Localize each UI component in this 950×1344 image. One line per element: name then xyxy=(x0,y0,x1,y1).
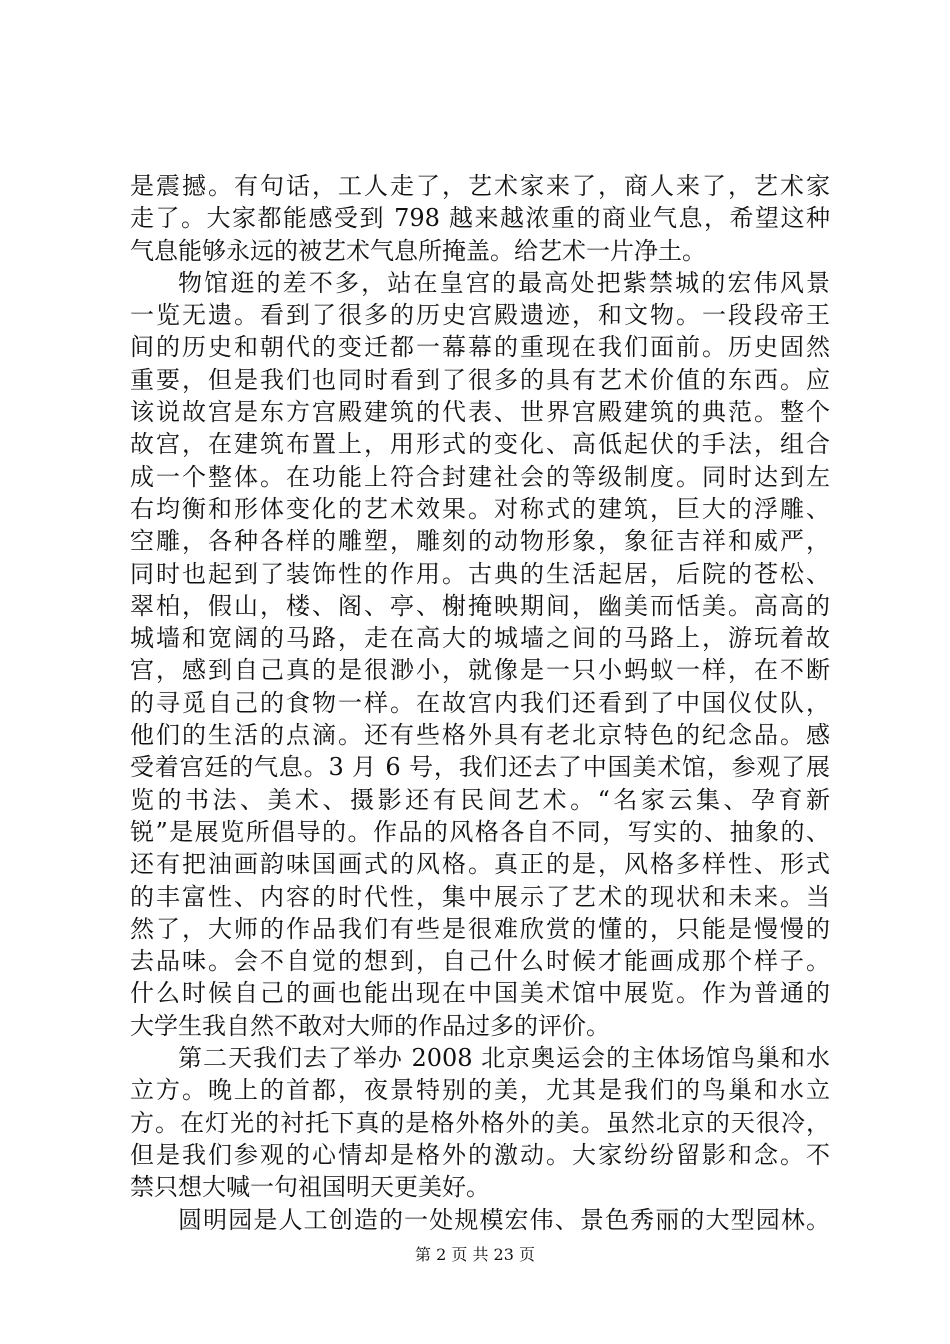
text-line: 受着宫廷的气息。3 月 6 号，我们还去了中国美术馆，参观了展 xyxy=(130,753,830,782)
text-line: 间的历史和朝代的变迁都一幕幕的重现在我们面前。历史固然 xyxy=(130,333,830,362)
text-line: 方。在灯光的衬托下真的是格外格外的美。虽然北京的天很冷， xyxy=(130,1108,830,1137)
text-line: 还有把油画韵味国画式的风格。真正的是，风格多样性、形式 xyxy=(130,850,830,879)
text-line: 第二天我们去了举办 2008 北京奥运会的主体场馆鸟巢和水 xyxy=(178,1044,830,1073)
text-line: 物馆逛的差不多，站在皇宫的最高处把紫禁城的宏伟风景 xyxy=(178,268,830,297)
text-line: 空雕，各种各样的雕塑，雕刻的动物形象，象征吉祥和威严， xyxy=(130,527,830,556)
text-line: 是震撼。有句话，工人走了，艺术家来了，商人来了，艺术家 xyxy=(130,172,830,200)
text-line: 览的书法、美术、摄影还有民间艺术。“名家云集、孕育新 xyxy=(130,785,830,814)
text-line: 走了。大家都能感受到 798 越来越浓重的商业气息，希望这种 xyxy=(130,204,830,233)
text-line: 他们的生活的点滴。还有些格外具有老北京特色的纪念品。感 xyxy=(130,721,830,750)
text-line: 城墙和宽阔的马路，走在高大的城墙之间的马路上，游玩着故 xyxy=(130,624,830,653)
text-line: 故宫，在建筑布置上，用形式的变化、高低起伏的手法，组合 xyxy=(130,430,830,459)
text-line: 圆明园是人工创造的一处规模宏伟、景色秀丽的大型园林。 xyxy=(178,1205,830,1234)
text-line: 宫，感到自己真的是很渺小，就像是一只小蚂蚁一样，在不断 xyxy=(130,656,830,685)
text-line: 气息能够永远的被艺术气息所掩盖。给艺术一片净土。 xyxy=(130,236,706,265)
text-line: 的丰富性、内容的时代性，集中展示了艺术的现状和未来。当 xyxy=(130,882,830,911)
text-line: 禁只想大喊一句祖国明天更美好。 xyxy=(130,1173,490,1202)
body-text xyxy=(130,170,830,1236)
text-line: 然了，大师的作品我们有些是很难欣赏的懂的，只能是慢慢的 xyxy=(130,914,830,943)
text-line: 该说故宫是东方宫殿建筑的代表、世界宫殿建筑的典范。整个 xyxy=(130,398,830,427)
text-line: 右均衡和形体变化的艺术效果。对称式的建筑，巨大的浮雕、 xyxy=(130,494,830,523)
text-line: 的寻觅自己的食物一样。在故宫内我们还看到了中国仪仗队， xyxy=(130,688,830,717)
text-line: 立方。晚上的首都，夜景特别的美，尤其是我们的鸟巢和水立 xyxy=(130,1076,830,1105)
text-line: 去品味。会不自觉的想到，自己什么时候才能画成那个样子。 xyxy=(130,947,830,976)
text-line: 翠柏，假山，楼、阁、亭、榭掩映期间，幽美而恬美。高高的 xyxy=(130,591,830,620)
text-line: 成一个整体。在功能上符合封建社会的等级制度。同时达到左 xyxy=(130,462,830,491)
text-line: 锐”是展览所倡导的。作品的风格各自不同，写实的、抽象的、 xyxy=(130,817,830,846)
text-line: 一览无遗。看到了很多的历史宫殿遗迹，和文物。一段段帝王 xyxy=(130,301,830,330)
text-line: 什么时候自己的画也能出现在中国美术馆中展览。作为普通的 xyxy=(130,979,830,1008)
text-line: 大学生我自然不敢对大师的作品过多的评价。 xyxy=(130,1011,610,1040)
text-line: 但是我们参观的心情却是格外的激动。大家纷纷留影和念。不 xyxy=(130,1140,830,1169)
page-number-label: 第 2 页 共 23 页 xyxy=(415,1245,535,1264)
text-line: 重要，但是我们也同时看到了很多的具有艺术价值的东西。应 xyxy=(130,365,830,394)
text-line: 同时也起到了装饰性的作用。古典的生活起居，后院的苍松、 xyxy=(130,559,830,588)
page-footer xyxy=(0,1245,950,1265)
